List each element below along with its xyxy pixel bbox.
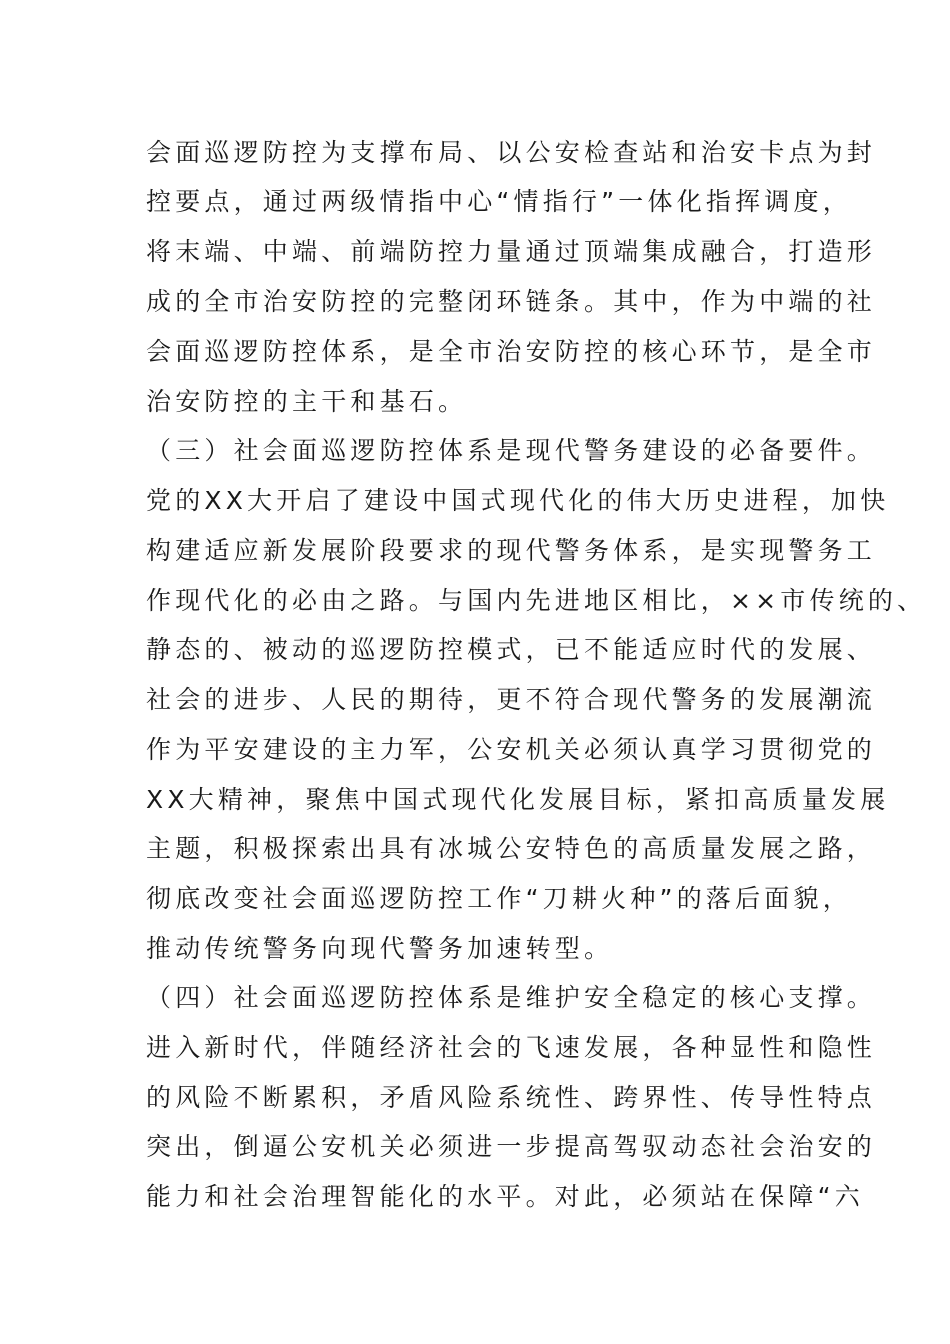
text-line: 党的XX大开启了建设中国式现代化的伟大历史进程，加快 xyxy=(146,486,890,515)
text-line: 社会的进步、人民的期待，更不符合现代警务的发展潮流 xyxy=(146,685,877,714)
text-line: 彻底改变社会面巡逻防控工作“刀耕火种”的落后面貌， xyxy=(146,884,852,913)
section-heading-3: （三）社会面巡逻防控体系是现代警务建设的必备要件。 xyxy=(146,436,877,465)
text-line: 控要点，通过两级情指中心“情指行”一体化指挥调度， xyxy=(146,187,852,216)
text-line: 会面巡逻防控为支撑布局、以公安检查站和治安卡点为封 xyxy=(146,138,877,167)
text-line: 进入新时代，伴随经济社会的飞速发展，各种显性和隐性 xyxy=(146,1033,877,1062)
text-line: 推动传统警务向现代警务加速转型。 xyxy=(146,934,614,963)
text-line: 作为平安建设的主力军，公安机关必须认真学习贯彻党的 xyxy=(146,735,877,764)
text-line: 主题，积极探索出具有冰城公安特色的高质量发展之路， xyxy=(146,834,877,863)
text-line: 成的全市治安防控的完整闭环链条。其中，作为中端的社 xyxy=(146,287,877,316)
text-line: 突出，倒逼公安机关必须进一步提高驾驭动态社会治安的 xyxy=(146,1132,877,1161)
section-heading-4: （四）社会面巡逻防控体系是维护安全稳定的核心支撑。 xyxy=(146,983,877,1012)
text-line: 治安防控的主干和基石。 xyxy=(146,387,468,416)
text-line: 静态的、被动的巡逻防控模式，已不能适应时代的发展、 xyxy=(146,635,877,664)
text-line: 的风险不断累积，矛盾风险系统性、跨界性、传导性特点 xyxy=(146,1083,877,1112)
text-line: 会面巡逻防控体系，是全市治安防控的核心环节，是全市 xyxy=(146,337,877,366)
text-line: XX大精神，聚焦中国式现代化发展目标，紧扣高质量发展 xyxy=(146,785,890,814)
text-line: 将末端、中端、前端防控力量通过顶端集成融合，打造形 xyxy=(146,237,877,266)
text-line: 构建适应新发展阶段要求的现代警务体系，是实现警务工 xyxy=(146,536,877,565)
text-line: 能力和社会治理智能化的水平。对此，必须站在保障“六 xyxy=(146,1182,864,1211)
text-line: 作现代化的必由之路。与国内先进地区相比，××市传统的、 xyxy=(146,586,927,615)
